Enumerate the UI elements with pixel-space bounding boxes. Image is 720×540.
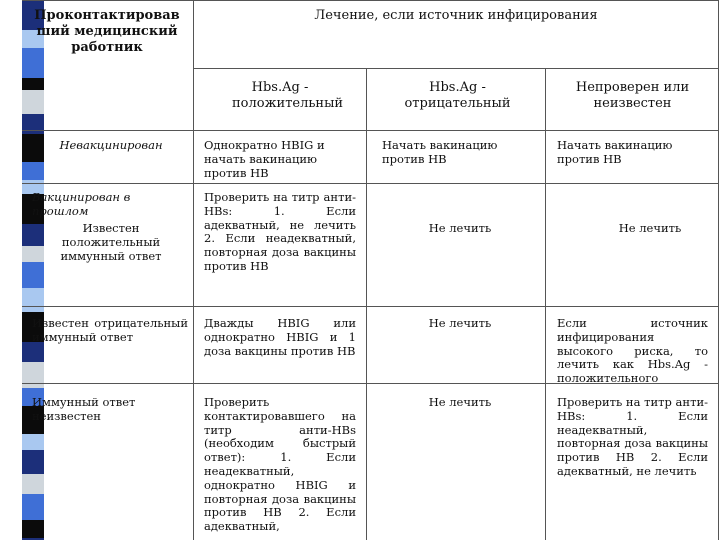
row-known-positive-label: Известен положительный иммунный ответ	[60, 221, 162, 263]
row-known-positive-unknown: Не лечить	[618, 221, 682, 235]
row-vaccinated-label: Вакцинирован в прошлом	[32, 190, 131, 218]
row-unknown-response-positive: Проверить контактировавшего на титр анти-HBs (необходим быстрый ответ): 1. Если неадекватный, однократно HBIG и повторная доза вакцины против HB 2. Если адекватный,	[204, 395, 356, 534]
row-unknown-response-label: Иммунный ответ неизвестен	[32, 395, 136, 423]
header-treatment-group: Лечение, если источник инфицирования	[314, 8, 598, 23]
row-unvaccinated-unknown: Начать вакинацию против HB	[557, 138, 673, 166]
row-unvaccinated-negative: Начать вакинацию против HB	[382, 138, 498, 166]
header-hbsag-positive: Hbs.Ag - положительный	[232, 80, 344, 111]
row-known-negative-positive: Дважды HBIG или однократно HBIG и 1 доза вакцины против HB	[204, 316, 356, 358]
header-unknown: Непроверен или неизвестен	[575, 80, 690, 111]
row-known-positive-positive: Проверить на титр анти-HBs: 1. Если адекватный, не лечить 2. Если неадекватный, повторная доза вакцины против HB	[204, 190, 356, 273]
row-unvaccinated-positive: Однократно HBIG и начать вакинацию против HB	[204, 138, 325, 180]
row-known-negative-negative: Не лечить	[428, 316, 492, 330]
header-hbsag-negative: Hbs.Ag - отрицательный	[404, 80, 511, 111]
row-known-negative-label: Известен отрицательный иммунный ответ	[32, 316, 188, 344]
row-unknown-response-unknown: Проверить на титр анти-HBs: 1. Если неадекватный, повторная доза вакцины против HB 2. Если адекватный, не лечить	[557, 395, 708, 478]
row-unknown-response-negative: Не лечить	[428, 395, 492, 409]
row-unvaccinated-label: Невакцинирован	[59, 138, 163, 152]
row-known-negative-unknown: Если источник инфицирования высокого риска, то лечить как Hbs.Ag - положительного	[557, 316, 708, 386]
row-known-positive-negative: Не лечить	[428, 221, 492, 235]
header-contact-worker: Проконтактировав ший медицинский работник	[34, 8, 180, 55]
